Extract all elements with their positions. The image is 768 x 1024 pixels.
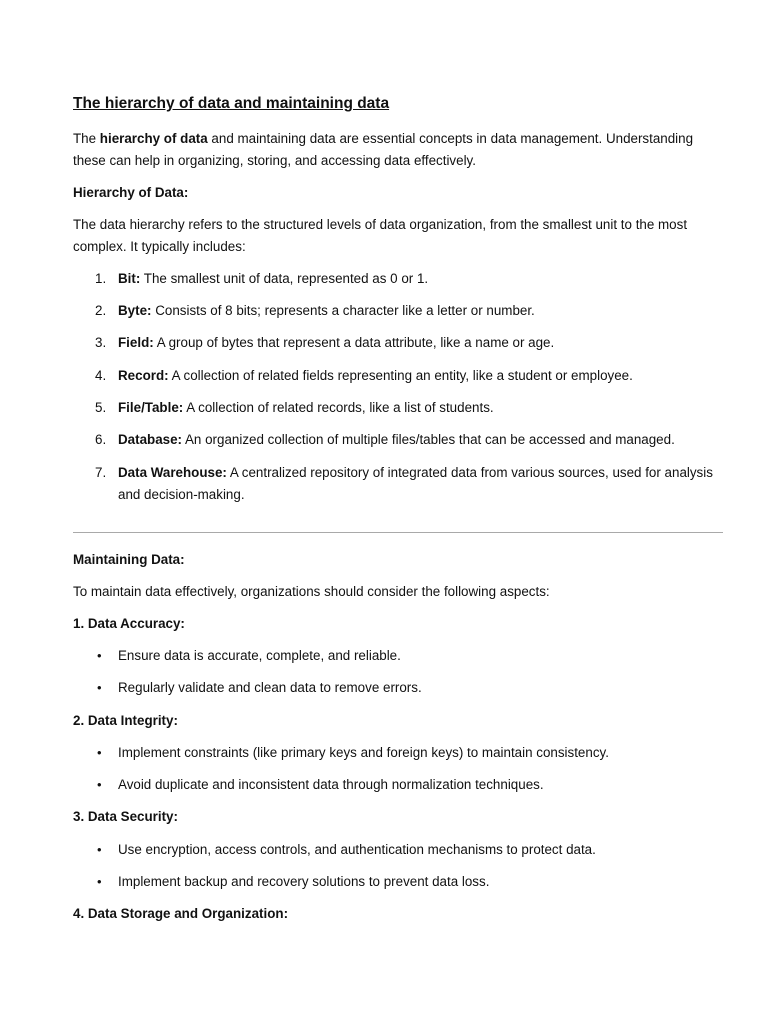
list-number: 6. [95, 432, 107, 447]
list-item [73, 365, 723, 387]
hierarchy-heading: Hierarchy of Data: [73, 185, 189, 200]
bullet-icon: • [97, 680, 102, 695]
bullet-icon: • [97, 648, 102, 663]
list-term: Data Warehouse: [118, 465, 227, 480]
list-number: 2. [95, 303, 107, 318]
list-text: An organized collection of multiple files/tables that can be accessed and managed. [182, 432, 675, 447]
bullet-text: Avoid duplicate and inconsistent data through normalization techniques. [118, 777, 544, 792]
list-number: 3. [95, 335, 107, 350]
list-text: A centralized repository of integrated data from various sources, used for analysis and decision-making. [118, 465, 713, 502]
list-term: Record: [118, 368, 169, 383]
bullet-item [73, 677, 723, 699]
intro-paragraph [73, 128, 723, 171]
list-text: Consists of 8 bits; represents a character like a letter or number. [151, 303, 535, 318]
list-text: A group of bytes that represent a data attribute, like a name or age. [153, 335, 555, 350]
horizontal-divider [73, 532, 723, 533]
list-item [73, 462, 723, 505]
list-number: 5. [95, 400, 107, 415]
section-heading-security: 3. Data Security: [73, 809, 178, 824]
intro-post: and maintaining data are essential concepts in data management. Understanding these can help in organizing, storing, and accessing data effectively. [73, 131, 694, 168]
bullet-item [73, 645, 723, 667]
page-title: The hierarchy of data and maintaining data [73, 95, 390, 112]
list-item [73, 397, 723, 419]
bullet-icon: • [97, 842, 102, 857]
bullet-item [73, 742, 723, 764]
section-heading-storage: 4. Data Storage and Organization: [73, 906, 289, 921]
list-term: Database: [118, 432, 183, 447]
maintaining-description: To maintain data effectively, organizations should consider the following aspects: [73, 584, 550, 599]
list-item [73, 300, 723, 322]
list-term: Bit: [118, 271, 141, 286]
list-text: A collection of related fields representing an entity, like a student or employee. [168, 368, 633, 383]
list-number: 7. [95, 465, 107, 480]
bullet-text: Use encryption, access controls, and authentication mechanisms to protect data. [118, 842, 596, 857]
section-heading-accuracy: 1. Data Accuracy: [73, 616, 185, 631]
list-text: The smallest unit of data, represented as 0 or 1. [140, 271, 429, 286]
list-item [73, 332, 723, 354]
bullet-icon: • [97, 777, 102, 792]
bullet-text: Implement constraints (like primary keys and foreign keys) to maintain consistency. [118, 745, 609, 760]
bullet-icon: • [97, 874, 102, 889]
bullet-icon: • [97, 745, 102, 760]
list-term: Byte: [118, 303, 152, 318]
list-term: Field: [118, 335, 154, 350]
intro-bold: hierarchy of data [99, 131, 208, 146]
bullet-item [73, 839, 723, 861]
list-term: File/Table: [118, 400, 184, 415]
maintaining-heading: Maintaining Data: [73, 552, 185, 567]
bullet-text: Regularly validate and clean data to remove errors. [118, 680, 422, 695]
list-number: 4. [95, 368, 107, 383]
list-number: 1. [95, 271, 107, 286]
bullet-text: Implement backup and recovery solutions to prevent data loss. [118, 874, 490, 889]
list-item [73, 429, 723, 451]
hierarchy-description: The data hierarchy refers to the structured levels of data organization, from the smallest unit to the most complex. It typically includes: [73, 217, 688, 254]
intro-pre: The [73, 131, 100, 146]
list-text: A collection of related records, like a list of students. [183, 400, 494, 415]
section-heading-integrity: 2. Data Integrity: [73, 713, 178, 728]
list-item [73, 268, 723, 290]
bullet-item [73, 774, 723, 796]
bullet-item [73, 871, 723, 893]
bullet-text: Ensure data is accurate, complete, and reliable. [118, 648, 401, 663]
